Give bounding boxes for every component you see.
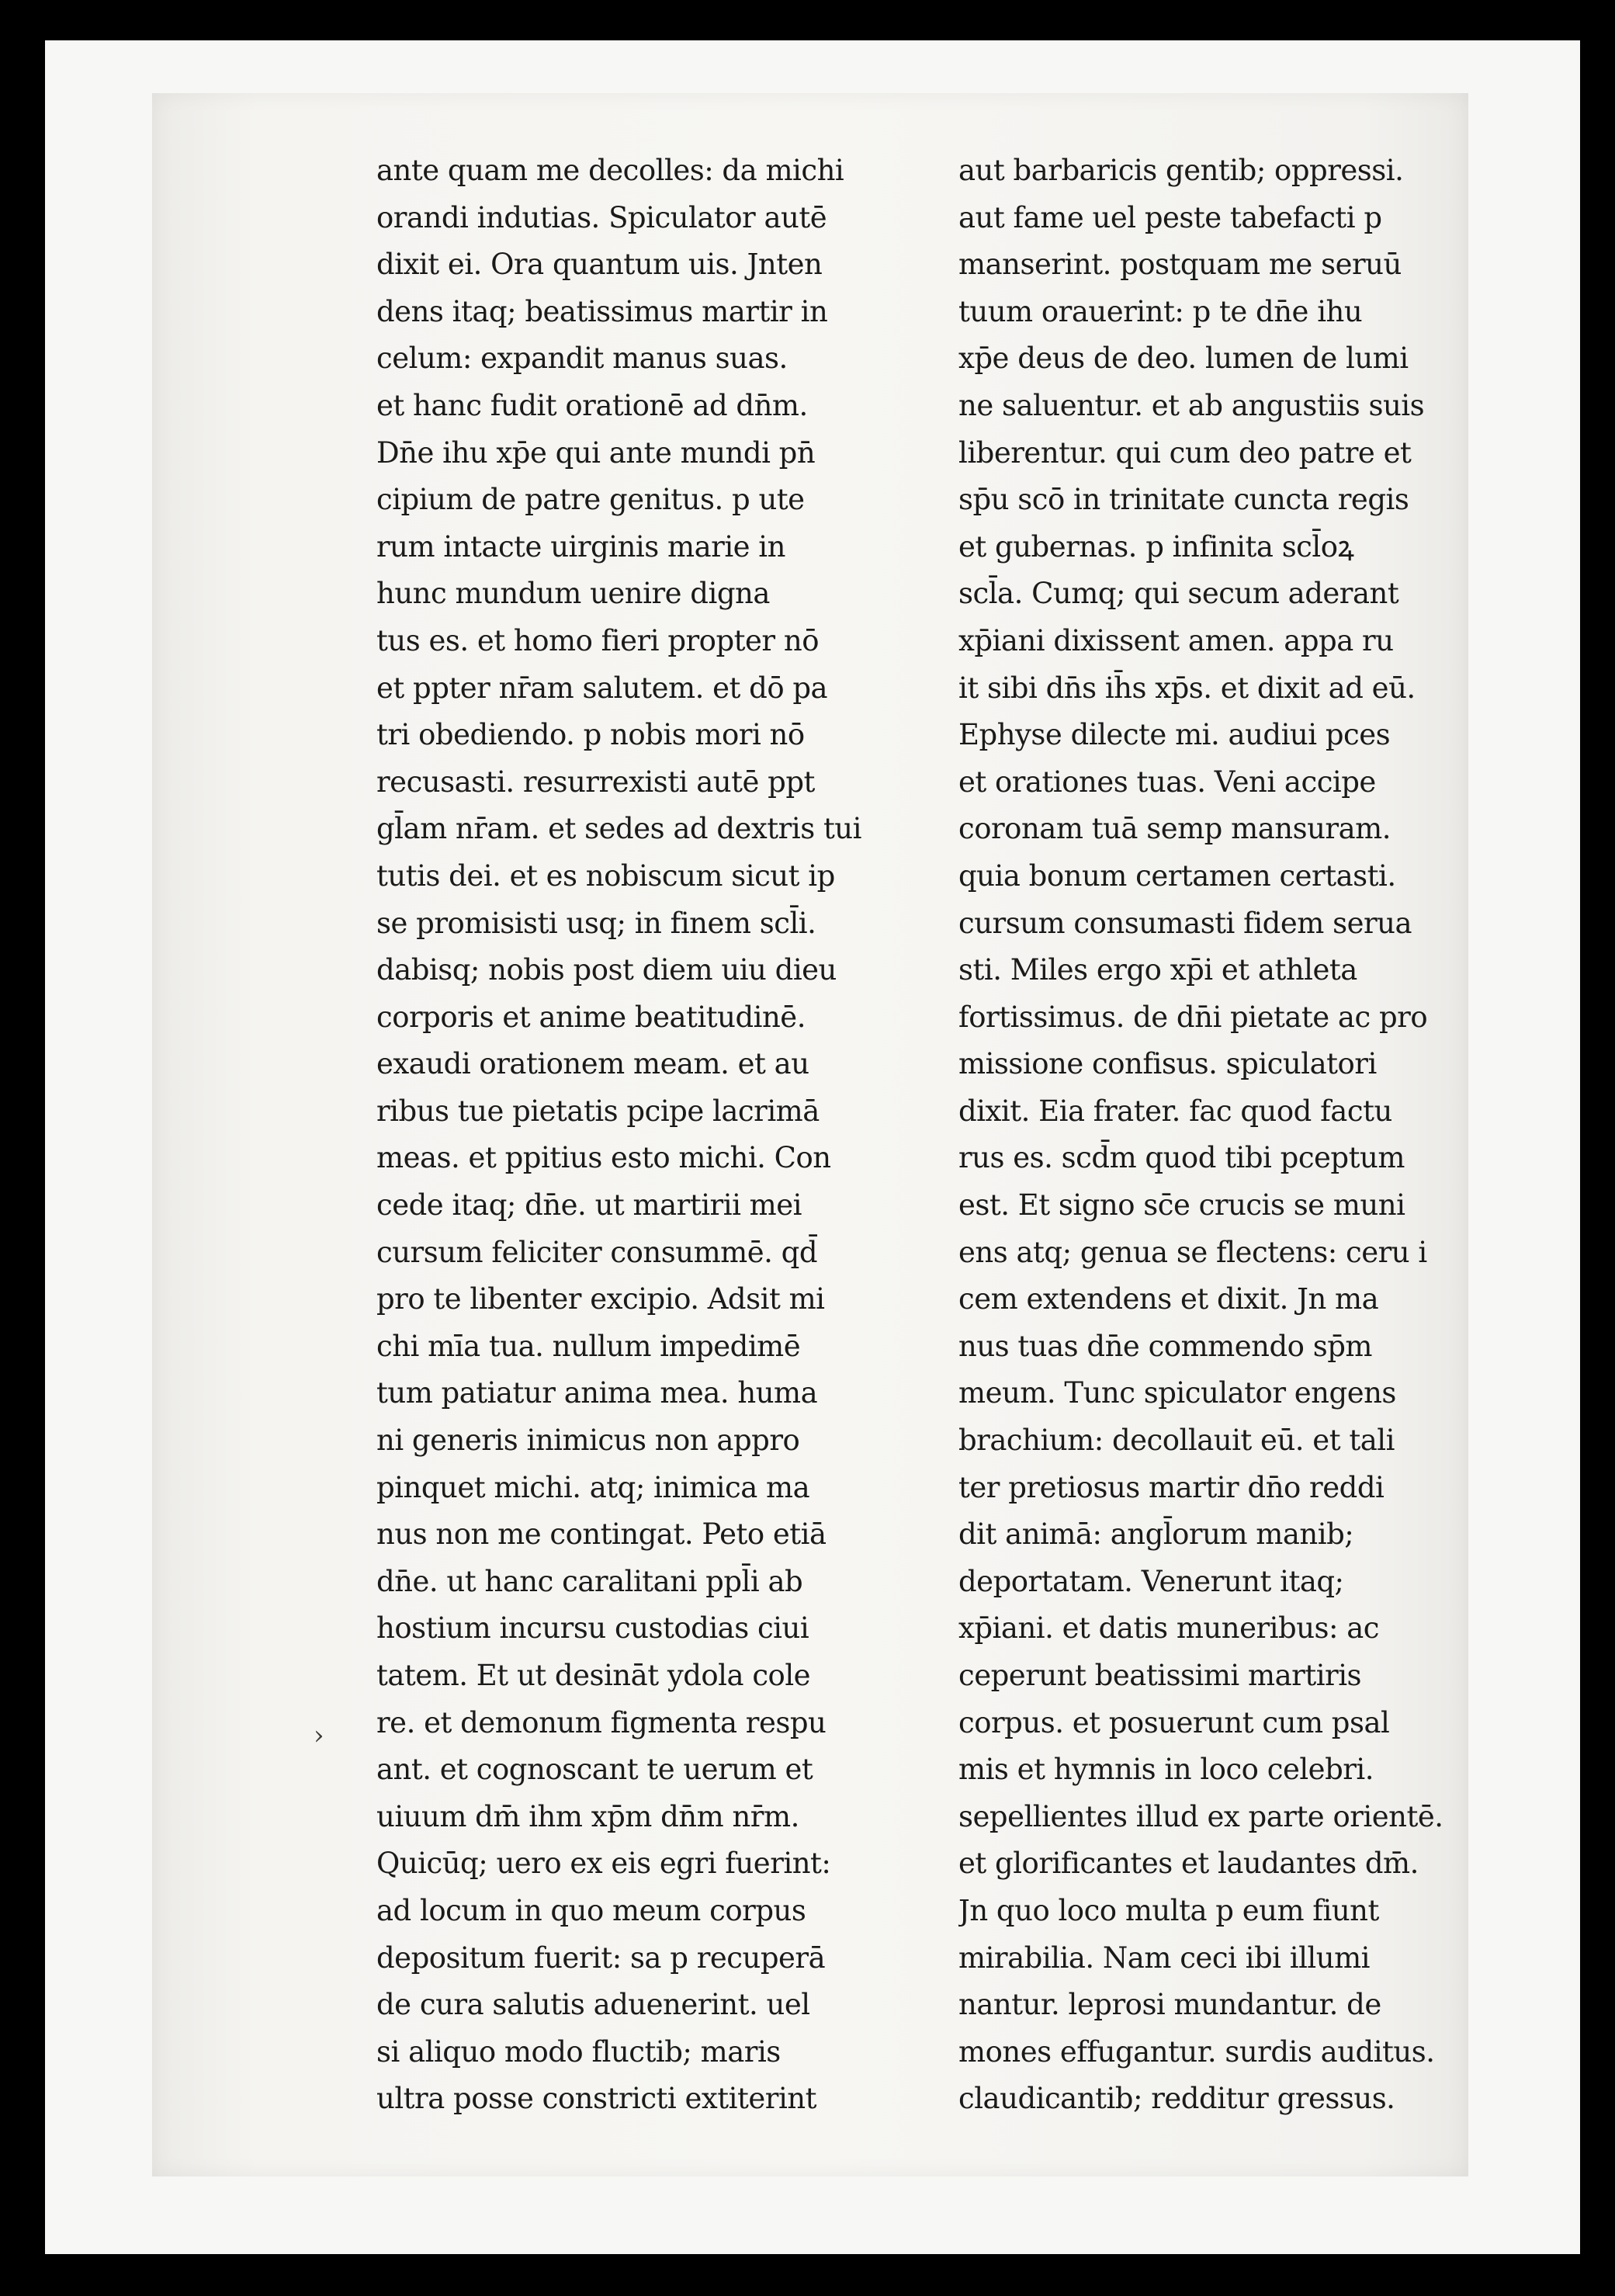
right-column-line: mones effugantur. surdis auditus. — [958, 2034, 1435, 2069]
left-column-line: depositum fuerit: sa p recuperā — [376, 1941, 826, 1975]
right-column-line: it sibi dn̄s ih̄s xp̄s. et dixit ad eū. — [958, 671, 1416, 705]
right-column-line: cursum consumasti fidem serua — [958, 906, 1412, 940]
left-column-line: Quicūq; uero ex eis egri fuerint: — [376, 1847, 831, 1881]
right-column-line: scl̄a. Cumq; qui secum aderant — [958, 577, 1399, 611]
right-column-line: dixit. Eia frater. fac quod factu — [958, 1094, 1392, 1128]
right-column-line: fortissimus. de dn̄i pietate ac pro — [958, 1000, 1428, 1034]
left-column-line: ni generis inimicus non appro — [376, 1424, 800, 1458]
left-column-line: pro te libenter excipio. Adsit mi — [376, 1282, 825, 1316]
left-column-line: et hanc fudit orationē ad dn̄m. — [376, 388, 808, 422]
left-column-line: dixit ei. Ora quantum uis. Jnten — [376, 248, 823, 282]
left-column-line: ant. et cognoscant te uerum et — [376, 1753, 813, 1787]
left-column-line: nus non me contingat. Peto etiā — [376, 1517, 827, 1552]
left-column-line: et ppter nr̄am salutem. et dō pa — [376, 671, 828, 705]
left-text-column — [376, 147, 873, 2123]
left-column-line: tum patiatur anima mea. huma — [376, 1376, 818, 1410]
right-text-column — [958, 147, 1455, 2123]
right-column-line: coronam tuā semp mansuram. — [958, 812, 1391, 846]
left-column-line: hunc mundum uenire digna — [376, 577, 770, 611]
right-column-line: xp̄iani dixissent amen. appa ru — [958, 623, 1394, 657]
right-column-line: ter pretiosus martir dn̄o reddi — [958, 1470, 1385, 1504]
right-column-line: liberentur. qui cum deo patre et — [958, 435, 1412, 470]
right-column-line: xp̄iani. et datis muneribus: ac — [958, 1611, 1380, 1646]
left-column-line: uiuum dm̄ ihm xp̄m dn̄m nr̄m. — [376, 1799, 799, 1833]
right-column-line: deportatam. Venerunt itaq; — [958, 1564, 1344, 1598]
left-column-line: ribus tue pietatis pcipe lacrimā — [376, 1094, 820, 1128]
right-column-line: sp̄u scō in trinitate cuncta regis — [958, 483, 1409, 517]
left-column-line: recusasti. resurrexisti autē ppt — [376, 765, 815, 799]
right-column-line: meum. Tunc spiculator engens — [958, 1376, 1396, 1410]
right-column-line: cem extendens et dixit. Jn ma — [958, 1282, 1379, 1316]
left-column-line: dens itaq; beatissimus martir in — [376, 294, 828, 328]
left-column-line: ante quam me decolles: da michi — [376, 154, 844, 187]
left-column-line: de cura salutis aduenerint. uel — [376, 1988, 810, 2022]
left-column-line: pinquet michi. atq; inimica ma — [376, 1470, 810, 1504]
right-column-line: est. Et signo sc̄e crucis se muni — [958, 1188, 1405, 1223]
left-column-line: meas. et ppitius esto michi. Con — [376, 1141, 831, 1175]
left-column-line: tus es. et homo fieri propter nō — [376, 623, 819, 657]
right-column-line: et gubernas. p infinita scl̄oꝝ — [958, 529, 1354, 564]
left-column-line: cede itaq; dn̄e. ut martirii mei — [376, 1188, 802, 1223]
left-column-line: si aliquo modo fluctib; maris — [376, 2034, 781, 2069]
right-column-line: et orationes tuas. Veni accipe — [958, 765, 1376, 799]
left-column-line: exaudi orationem meam. et au — [376, 1047, 809, 1081]
right-column-line: Jn quo loco multa p eum fiunt — [958, 1893, 1379, 1927]
right-column-line: corpus. et posuerunt cum psal — [958, 1705, 1390, 1739]
right-column-line: quia bonum certamen certasti. — [958, 858, 1396, 893]
margin-mark: › — [314, 1720, 324, 1751]
left-column-line: tutis dei. et es nobiscum sicut ip — [376, 858, 835, 893]
left-column-line: cipium de patre genitus. p ute — [376, 483, 805, 517]
right-column-line: missione confisus. spiculatori — [958, 1047, 1377, 1081]
left-column-line: re. et demonum figmenta respu — [376, 1705, 827, 1739]
right-column-line: et glorificantes et laudantes dm̄. — [958, 1847, 1419, 1881]
left-column-line: celum: expandit manus suas. — [376, 342, 788, 376]
right-column-line: Ephyse dilecte mi. audiui pces — [958, 718, 1391, 752]
left-column-line: rum intacte uirginis marie in — [376, 529, 785, 564]
left-column-line: corporis et anime beatitudinē. — [376, 1000, 806, 1034]
right-column-line: aut fame uel peste tabefacti p — [958, 200, 1382, 234]
left-column-line: tri obediendo. p nobis mori nō — [376, 718, 805, 752]
right-column-line: sti. Miles ergo xp̄i et athleta — [958, 953, 1357, 987]
left-column-line: dabisq; nobis post diem uiu dieu — [376, 953, 837, 987]
right-column-line: dit animā: angl̄orum manib; — [958, 1517, 1354, 1552]
left-column-line: orandi indutias. Spiculator autē — [376, 200, 827, 234]
right-column-line: tuum orauerint: p te dn̄e ihu — [958, 294, 1363, 328]
left-column-line: tatem. Et ut desināt ydola cole — [376, 1659, 811, 1692]
left-column-line: chi mīa tua. nullum impedimē — [376, 1329, 801, 1363]
right-column-line: manserint. postquam me seruū — [958, 248, 1402, 282]
right-column-line: sepellientes illud ex parte orientē. — [958, 1799, 1443, 1833]
right-column-line: ceperunt beatissimi martiris — [958, 1659, 1362, 1692]
right-column-line: ens atq; genua se flectens: ceru i — [958, 1235, 1427, 1269]
right-column-line: aut barbaricis gentib; oppressi. — [958, 154, 1404, 187]
right-column-line: mirabilia. Nam ceci ibi illumi — [958, 1941, 1371, 1975]
left-column-line: hostium incursu custodias ciui — [376, 1611, 809, 1646]
left-column-line: ad locum in quo meum corpus — [376, 1893, 806, 1927]
right-column-line: rus es. scd̄m quod tibi pceptum — [958, 1141, 1405, 1175]
left-column-line: Dn̄e ihu xp̄e qui ante mundi pn̄ — [376, 435, 816, 470]
right-column-line: mis et hymnis in loco celebri. — [958, 1753, 1374, 1787]
right-column-line: nantur. leprosi mundantur. de — [958, 1988, 1381, 2022]
right-column-line: nus tuas dn̄e commendo sp̄m — [958, 1329, 1372, 1363]
left-column-line: ultra posse constricti extiterint — [376, 2082, 816, 2116]
left-column-line: gl̄am nr̄am. et sedes ad dextris tui — [376, 812, 861, 846]
right-column-line: claudicantib; redditur gressus. — [958, 2082, 1395, 2116]
right-column-line: ne saluentur. et ab angustiis suis — [958, 388, 1425, 422]
right-column-line: brachium: decollauit eū. et tali — [958, 1424, 1395, 1458]
right-column-line: xp̄e deus de deo. lumen de lumi — [958, 342, 1409, 376]
left-column-line: cursum feliciter consummē. qd̄ — [376, 1235, 818, 1269]
left-column-line: se promisisti usq; in finem scl̄i. — [376, 906, 816, 940]
left-column-line: dn̄e. ut hanc caralitani ppl̄i ab — [376, 1564, 803, 1598]
